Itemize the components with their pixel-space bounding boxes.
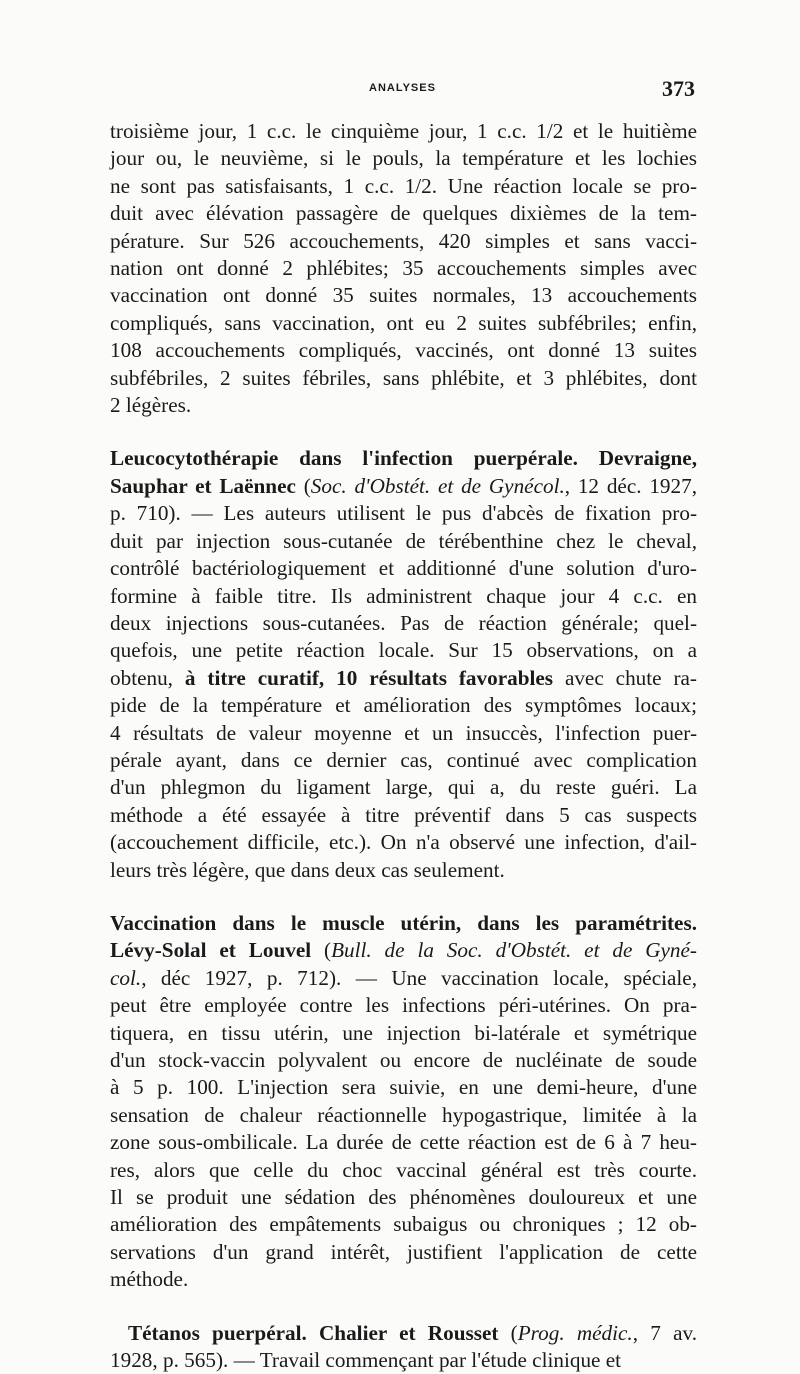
text-line xyxy=(110,774,697,801)
text-run: deux injections sous-cutanées. Pas de réaction générale; quel- xyxy=(110,610,697,635)
text-line xyxy=(110,1239,697,1266)
italic-citation: Bull. de la Soc. d'Obstét. et de Gyné- xyxy=(331,938,697,963)
running-head-title: ANALYSES xyxy=(369,82,436,94)
text-run: leurs très légère, que dans deux cas seulement. xyxy=(110,857,505,882)
text-line xyxy=(110,1020,697,1047)
text-line xyxy=(110,1102,697,1129)
text-run: d'un phlegmon du ligament large, qui a, du reste guéri. La xyxy=(110,775,697,800)
text-line xyxy=(110,118,697,145)
text-line xyxy=(110,937,697,964)
page-number: 373 xyxy=(662,76,695,101)
text-run: amélioration des empâtements subaigus ou chroniques ; 12 ob- xyxy=(110,1212,697,1237)
text-run: 2 légères. xyxy=(110,393,192,418)
text-run: obtenu, xyxy=(110,665,185,690)
text-line xyxy=(110,473,697,500)
text-line xyxy=(110,1184,697,1211)
text-line xyxy=(110,1047,697,1074)
text-run: Il se produit une sédation des phénomènes douloureux et une xyxy=(110,1185,697,1210)
text-line xyxy=(110,1129,697,1156)
text-run: ( xyxy=(498,1320,518,1345)
text-line xyxy=(110,910,697,937)
paragraph-p4 xyxy=(110,1320,697,1374)
paragraph-gap xyxy=(110,419,697,445)
italic-citation: Soc. d'Obstét. et de Gynécol. xyxy=(310,473,565,498)
text-run: compliqués, sans vaccination, ont eu 2 suites subfébriles; enfin, xyxy=(110,310,697,335)
text-run: méthode. xyxy=(110,1267,189,1292)
text-line xyxy=(110,310,697,337)
text-run: p. 710). — Les auteurs utilisent le pus d'abcès de fixation pro- xyxy=(110,501,697,526)
text-line xyxy=(110,1211,697,1238)
text-line xyxy=(110,1320,697,1347)
text-line xyxy=(110,992,697,1019)
bold-text: Leucocytothérapie dans l'infection puerpérale. Devraigne, xyxy=(110,446,697,471)
text-line xyxy=(110,583,697,610)
text-run: subfébriles, 2 suites fébriles, sans phlébite, et 3 phlébites, dont xyxy=(110,365,697,390)
text-run: 1928, p. 565). — Travail commençant par l'étude clinique et xyxy=(110,1348,622,1373)
text-line xyxy=(110,228,697,255)
text-line xyxy=(110,1347,697,1374)
text-line xyxy=(110,1157,697,1184)
text-run: ( xyxy=(311,938,332,963)
text-line xyxy=(110,173,697,200)
text-run: res, alors que celle du choc vaccinal général est très courte. xyxy=(110,1157,697,1182)
text-run: sensation de chaleur réactionnelle hypogastrique, limitée à la xyxy=(110,1102,697,1127)
text-run: à 5 p. 100. L'injection sera suivie, en une demi-heure, d'une xyxy=(110,1075,697,1100)
text-run: (accouchement difficile, etc.). On n'a observé une infection, d'ail- xyxy=(110,830,697,855)
italic-citation: Prog. médic. xyxy=(517,1320,633,1345)
bold-text: Lévy-Solal et Louvel xyxy=(110,938,312,963)
paragraph-p1 xyxy=(110,118,697,419)
text-run: troisième jour, 1 c.c. le cinquième jour, 1 c.c. 1/2 et le huitième xyxy=(110,119,697,143)
text-line xyxy=(110,829,697,856)
text-line xyxy=(110,857,697,884)
text-line xyxy=(110,445,697,472)
text-run: , 7 av. xyxy=(632,1320,697,1345)
bold-text: Sauphar et Laënnec xyxy=(110,473,296,498)
text-run: ( xyxy=(295,473,311,498)
text-line xyxy=(110,802,697,829)
paragraph-p2 xyxy=(110,445,697,884)
text-run: quefois, une petite réaction locale. Sur 15 observations, on a xyxy=(110,638,697,663)
text-line xyxy=(110,500,697,527)
text-run: duit par injection sous-cutanée de térébenthine chez le cheval, xyxy=(110,528,697,553)
text-run: contrôlé bactériologiquement et additionné d'une solution d'uro- xyxy=(110,556,697,581)
text-line xyxy=(110,392,697,419)
text-line xyxy=(110,637,697,664)
text-run: tiquera, en tissu utérin, une injection bi-latérale et symétrique xyxy=(110,1020,697,1045)
text-run: méthode a été essayée à titre préventif dans 5 cas suspects xyxy=(110,802,697,827)
text-line xyxy=(110,282,697,309)
text-line xyxy=(110,145,697,172)
text-run: 108 accouchements compliqués, vaccinés, ont donné 13 suites xyxy=(110,338,697,363)
text-run: pide de la température et amélioration des symptômes locaux; xyxy=(110,693,697,718)
text-line xyxy=(110,555,697,582)
running-head xyxy=(110,76,695,104)
text-line xyxy=(110,692,697,719)
paragraph-gap xyxy=(110,884,697,910)
text-line xyxy=(110,720,697,747)
text-run: , déc 1927, p. 712). — Une vaccination locale, spéciale, xyxy=(141,965,697,990)
text-run: formine à faible titre. Ils administrent chaque jour 4 c.c. en xyxy=(110,583,697,608)
text-run: peut être employée contre les infections péri-utérines. On pra- xyxy=(110,993,697,1018)
text-run: 4 résultats de valeur moyenne et un insuccès, l'infection puer- xyxy=(110,720,697,745)
text-line xyxy=(110,610,697,637)
text-line xyxy=(110,200,697,227)
text-run: avec chute ra- xyxy=(553,665,697,690)
paragraph-p3 xyxy=(110,910,697,1294)
bold-text: Tétanos puerpéral. Chalier et Rousset xyxy=(128,1320,499,1345)
text-run: zone sous-ombilicale. La durée de cette réaction est de 6 à 7 heu- xyxy=(110,1130,697,1155)
text-run: pérature. Sur 526 accouchements, 420 simples et sans vacci- xyxy=(110,228,697,253)
text-run: d'un stock-vaccin polyvalent ou encore de nucléinate de soude xyxy=(110,1048,697,1072)
text-run: servations d'un grand intérêt, justifient l'application de cette xyxy=(110,1239,697,1264)
bold-text: Vaccination dans le muscle utérin, dans les paramétrites. xyxy=(110,910,697,935)
text-run: ne sont pas satisfaisants, 1 c.c. 1/2. Une réaction locale se pro- xyxy=(110,173,697,198)
text-line xyxy=(110,255,697,282)
text-line xyxy=(110,747,697,774)
page-body xyxy=(110,118,697,1374)
italic-citation: col. xyxy=(110,965,142,990)
text-run: , 12 déc. 1927, xyxy=(564,473,697,498)
text-run: vaccination ont donné 35 suites normales, 13 accouchements xyxy=(110,283,697,308)
text-line xyxy=(110,337,697,364)
text-line xyxy=(110,965,697,992)
text-run: duit avec élévation passagère de quelques dixièmes de la tem- xyxy=(110,201,697,226)
text-line xyxy=(110,665,697,692)
text-run: nation ont donné 2 phlébites; 35 accouchements simples avec xyxy=(110,256,697,281)
paragraph-gap xyxy=(110,1294,697,1320)
text-line xyxy=(110,1266,697,1293)
text-run: jour ou, le neuvième, si le pouls, la température et les lochies xyxy=(110,146,697,171)
text-line xyxy=(110,365,697,392)
text-run: pérale ayant, dans ce dernier cas, continué avec complication xyxy=(110,747,697,772)
text-line xyxy=(110,528,697,555)
bold-text: à titre curatif, 10 résultats favorables xyxy=(184,665,554,690)
text-line xyxy=(110,1074,697,1101)
